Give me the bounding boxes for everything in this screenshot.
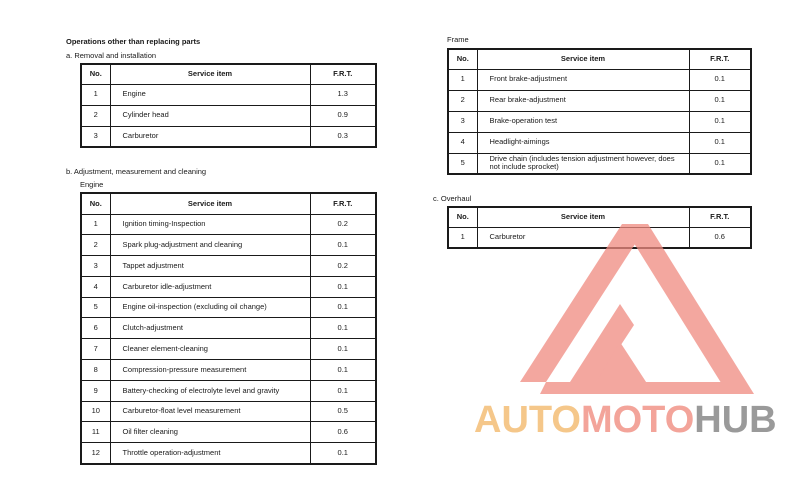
row-number: 6 (81, 318, 110, 339)
automotohub-watermark (470, 222, 800, 444)
col-frt-header: F.R.T. (310, 64, 376, 84)
section-b-title: b. Adjustment, measurement and cleaning (66, 167, 207, 176)
service-item: Engine (110, 84, 310, 105)
frt-value: 0.6 (689, 227, 751, 248)
service-item: Rear brake-adjustment (477, 90, 689, 111)
row-number: 1 (448, 227, 477, 248)
frt-value: 0.1 (310, 360, 376, 381)
table-row (81, 84, 376, 105)
service-item: Carburetor-float level measurement (110, 401, 310, 422)
service-item: Headlight-aimings (477, 132, 689, 153)
section-a-title: a. Removal and installation (66, 51, 157, 60)
table-row (81, 422, 376, 443)
table-row (448, 132, 751, 153)
watermark-text (474, 399, 777, 441)
logo-right-leg (622, 224, 754, 394)
engine-adjustment-table (80, 192, 377, 465)
table-row (81, 214, 376, 235)
row-number: 11 (81, 422, 110, 443)
table-row (81, 126, 376, 147)
row-number: 12 (81, 443, 110, 464)
frt-value: 0.1 (310, 443, 376, 464)
table-row (81, 276, 376, 297)
table-row (81, 339, 376, 360)
col-service-item-header: Service item (477, 207, 689, 227)
frt-value: 0.1 (689, 132, 751, 153)
removal-installation-table (80, 63, 377, 148)
section-c-title: c. Overhaul (433, 194, 472, 203)
service-item: Compression-pressure measurement (110, 360, 310, 381)
row-number: 4 (448, 132, 477, 153)
service-item: Cylinder head (110, 105, 310, 126)
row-number: 8 (81, 360, 110, 381)
frt-value: 0.1 (310, 235, 376, 256)
col-frt-header: F.R.T. (310, 193, 376, 214)
frt-value: 0.6 (310, 422, 376, 443)
watermark-auto: AUTO (474, 399, 581, 441)
row-number: 1 (448, 69, 477, 90)
engine-label: Engine (80, 180, 104, 189)
service-item: Throttle operation-adjustment (110, 443, 310, 464)
frame-adjustment-table (447, 48, 752, 175)
row-number: 7 (81, 339, 110, 360)
service-item: Battery-checking of electrolyte level and gravity (110, 380, 310, 401)
service-item: Engine oil-inspection (excluding oil change) (110, 297, 310, 318)
service-item: Clutch-adjustment (110, 318, 310, 339)
frt-value: 0.1 (310, 318, 376, 339)
service-item: Tappet adjustment (110, 256, 310, 277)
service-item: Brake-operation test (477, 111, 689, 132)
frt-value: 0.3 (310, 126, 376, 147)
service-item: Drive chain (includes tension adjustment however, does not include sprocket) (477, 153, 689, 174)
col-service-item-header: Service item (477, 49, 689, 69)
table-header-row (448, 49, 751, 69)
row-number: 1 (81, 214, 110, 235)
row-number: 3 (81, 256, 110, 277)
row-number: 2 (448, 90, 477, 111)
service-item: Carburetor (477, 227, 689, 248)
service-item: Front brake-adjustment (477, 69, 689, 90)
frt-value: 0.9 (310, 105, 376, 126)
section-heading: Operations other than replacing parts (66, 37, 201, 46)
col-no-header: No. (81, 193, 110, 214)
row-number: 3 (448, 111, 477, 132)
logo-base-bar (540, 382, 734, 394)
frt-value: 0.1 (689, 90, 751, 111)
table-row (81, 105, 376, 126)
col-service-item-header: Service item (110, 193, 310, 214)
col-no-header: No. (448, 49, 477, 69)
service-item: Carburetor (110, 126, 310, 147)
table-row (448, 153, 751, 174)
frt-value: 0.5 (310, 401, 376, 422)
col-service-item-header: Service item (110, 64, 310, 84)
table-row (81, 360, 376, 381)
frame-label: Frame (447, 35, 469, 44)
col-no-header: No. (448, 207, 477, 227)
table-row (448, 111, 751, 132)
row-number: 10 (81, 401, 110, 422)
table-row (81, 401, 376, 422)
service-item: Oil filter cleaning (110, 422, 310, 443)
frt-value: 1.3 (310, 84, 376, 105)
frt-value: 0.1 (310, 339, 376, 360)
table-row (81, 380, 376, 401)
frt-value: 0.1 (689, 153, 751, 174)
table-row (81, 297, 376, 318)
col-frt-header: F.R.T. (689, 207, 751, 227)
table-row (81, 256, 376, 277)
service-item: Ignition timing-Inspection (110, 214, 310, 235)
frt-value: 0.2 (310, 256, 376, 277)
row-number: 4 (81, 276, 110, 297)
table-header-row (81, 64, 376, 84)
service-item: Cleaner element-cleaning (110, 339, 310, 360)
frt-value: 0.1 (689, 111, 751, 132)
row-number: 5 (81, 297, 110, 318)
row-number: 9 (81, 380, 110, 401)
frt-value: 0.1 (689, 69, 751, 90)
service-item: Carburetor idle-adjustment (110, 276, 310, 297)
row-number: 2 (81, 235, 110, 256)
frt-value: 0.2 (310, 214, 376, 235)
frt-value: 0.1 (310, 380, 376, 401)
watermark-hub: HUB (694, 399, 777, 441)
row-number: 1 (81, 84, 110, 105)
watermark-moto: MOTO (580, 399, 695, 441)
row-number: 3 (81, 126, 110, 147)
table-row (81, 235, 376, 256)
frt-value: 0.1 (310, 276, 376, 297)
table-row (81, 443, 376, 464)
table-row (448, 69, 751, 90)
table-row (448, 90, 751, 111)
col-frt-header: F.R.T. (689, 49, 751, 69)
frt-value: 0.1 (310, 297, 376, 318)
service-item: Spark plug-adjustment and cleaning (110, 235, 310, 256)
row-number: 2 (81, 105, 110, 126)
table-row (81, 318, 376, 339)
triangle-logo-icon (520, 224, 754, 394)
table-header-row (81, 193, 376, 214)
row-number: 5 (448, 153, 477, 174)
col-no-header: No. (81, 64, 110, 84)
